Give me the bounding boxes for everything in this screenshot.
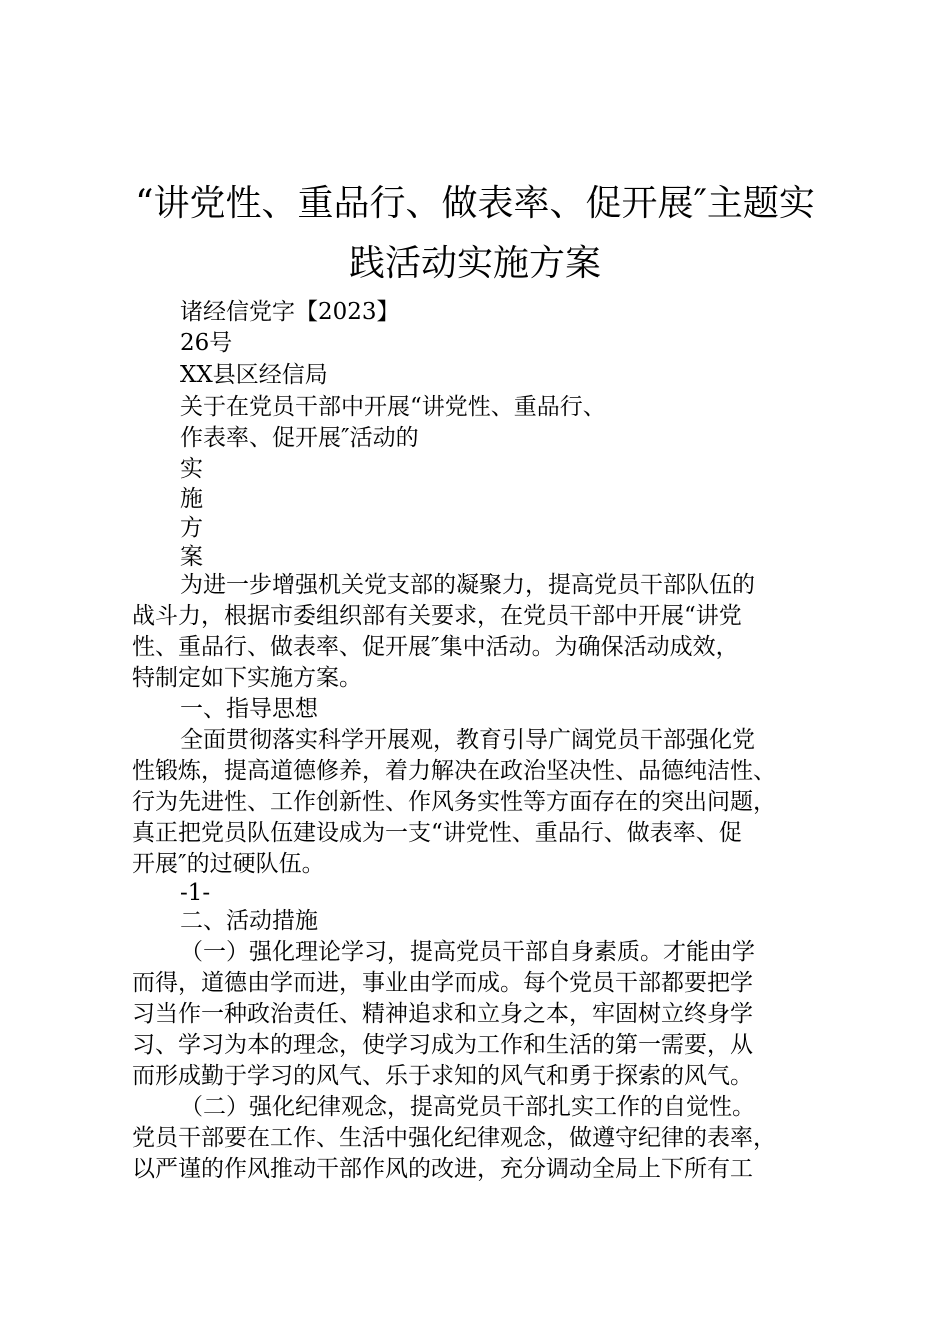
- document-title-line-2: 践活动实施方案: [348, 243, 601, 284]
- subtitle-line-1: 关于在党员干部中开展“讲党性、重品行、: [180, 394, 606, 420]
- page-number: -1-: [180, 880, 211, 906]
- section-2-item-1-line-5: 而形成勤于学习的风气、乐于求知的风气和勇于探索的风气。: [132, 1063, 753, 1089]
- section-1-line-1: 全面贯彻落实科学开展观，教育引导广阔党员干部强化党: [180, 727, 755, 753]
- doc-number-line-1: 诸经信党字【2023】: [180, 299, 400, 325]
- subtitle-line-6: 案: [180, 544, 203, 570]
- section-2-heading: 二、活动措施: [180, 908, 318, 934]
- subtitle-line-3: 实: [180, 456, 203, 482]
- section-2-item-1-line-1: （一）强化理论学习，提高党员干部自身素质。才能由学: [180, 939, 755, 965]
- section-1-line-4: 真正把党员队伍建设成为一支“讲党性、重品行、做表率、促: [132, 820, 742, 846]
- intro-line-2: 战斗力，根据市委组织部有关要求，在党员干部中开展“讲党: [132, 603, 742, 629]
- section-1-line-2: 性锻炼，提高道德修养，着力解决在政治坚决性、品德纯洁性、: [132, 758, 776, 784]
- section-1-line-5: 开展″的过硬队伍。: [132, 851, 325, 877]
- subtitle-line-5: 方: [180, 515, 203, 541]
- section-2-item-2-line-2: 党员干部要在工作、生活中强化纪律观念，做遵守纪律的表率，: [132, 1125, 776, 1151]
- section-1-heading: 一、指导思想: [180, 696, 318, 722]
- section-2-item-2-line-1: （二）强化纪律观念，提高党员干部扎实工作的自觉性。: [180, 1094, 755, 1120]
- intro-line-1: 为进一步增强机关党支部的凝聚力，提高党员干部队伍的: [180, 572, 755, 598]
- doc-number-line-2: 26号: [180, 330, 233, 356]
- intro-line-3: 性、重品行、做表率、促开展″集中活动。为确保活动成效，: [132, 634, 739, 660]
- section-2-item-2-line-3: 以严谨的作风推动干部作风的改进，充分调动全局上下所有工: [132, 1156, 753, 1182]
- section-2-item-1-line-4: 习、学习为本的理念，使学习成为工作和生活的第一需要，从: [132, 1032, 753, 1058]
- section-2-item-1-line-2: 而得，道德由学而进，事业由学而成。每个党员干部都要把学: [132, 970, 753, 996]
- intro-line-4: 特制定如下实施方案。: [132, 665, 362, 691]
- section-1-line-3: 行为先进性、工作创新性、作风务实性等方面存在的突出问题，: [132, 789, 776, 815]
- section-2-item-1-line-3: 习当作一种政治责任、精神追求和立身之本，牢固树立终身学: [132, 1001, 753, 1027]
- subtitle-line-2: 作表率、促开展″活动的: [180, 425, 419, 451]
- issuer: XX县区经信局: [180, 362, 328, 388]
- document-title-line-1: “讲党性、重品行、做表率、促开展″主题实: [135, 183, 815, 224]
- subtitle-line-4: 施: [180, 486, 203, 512]
